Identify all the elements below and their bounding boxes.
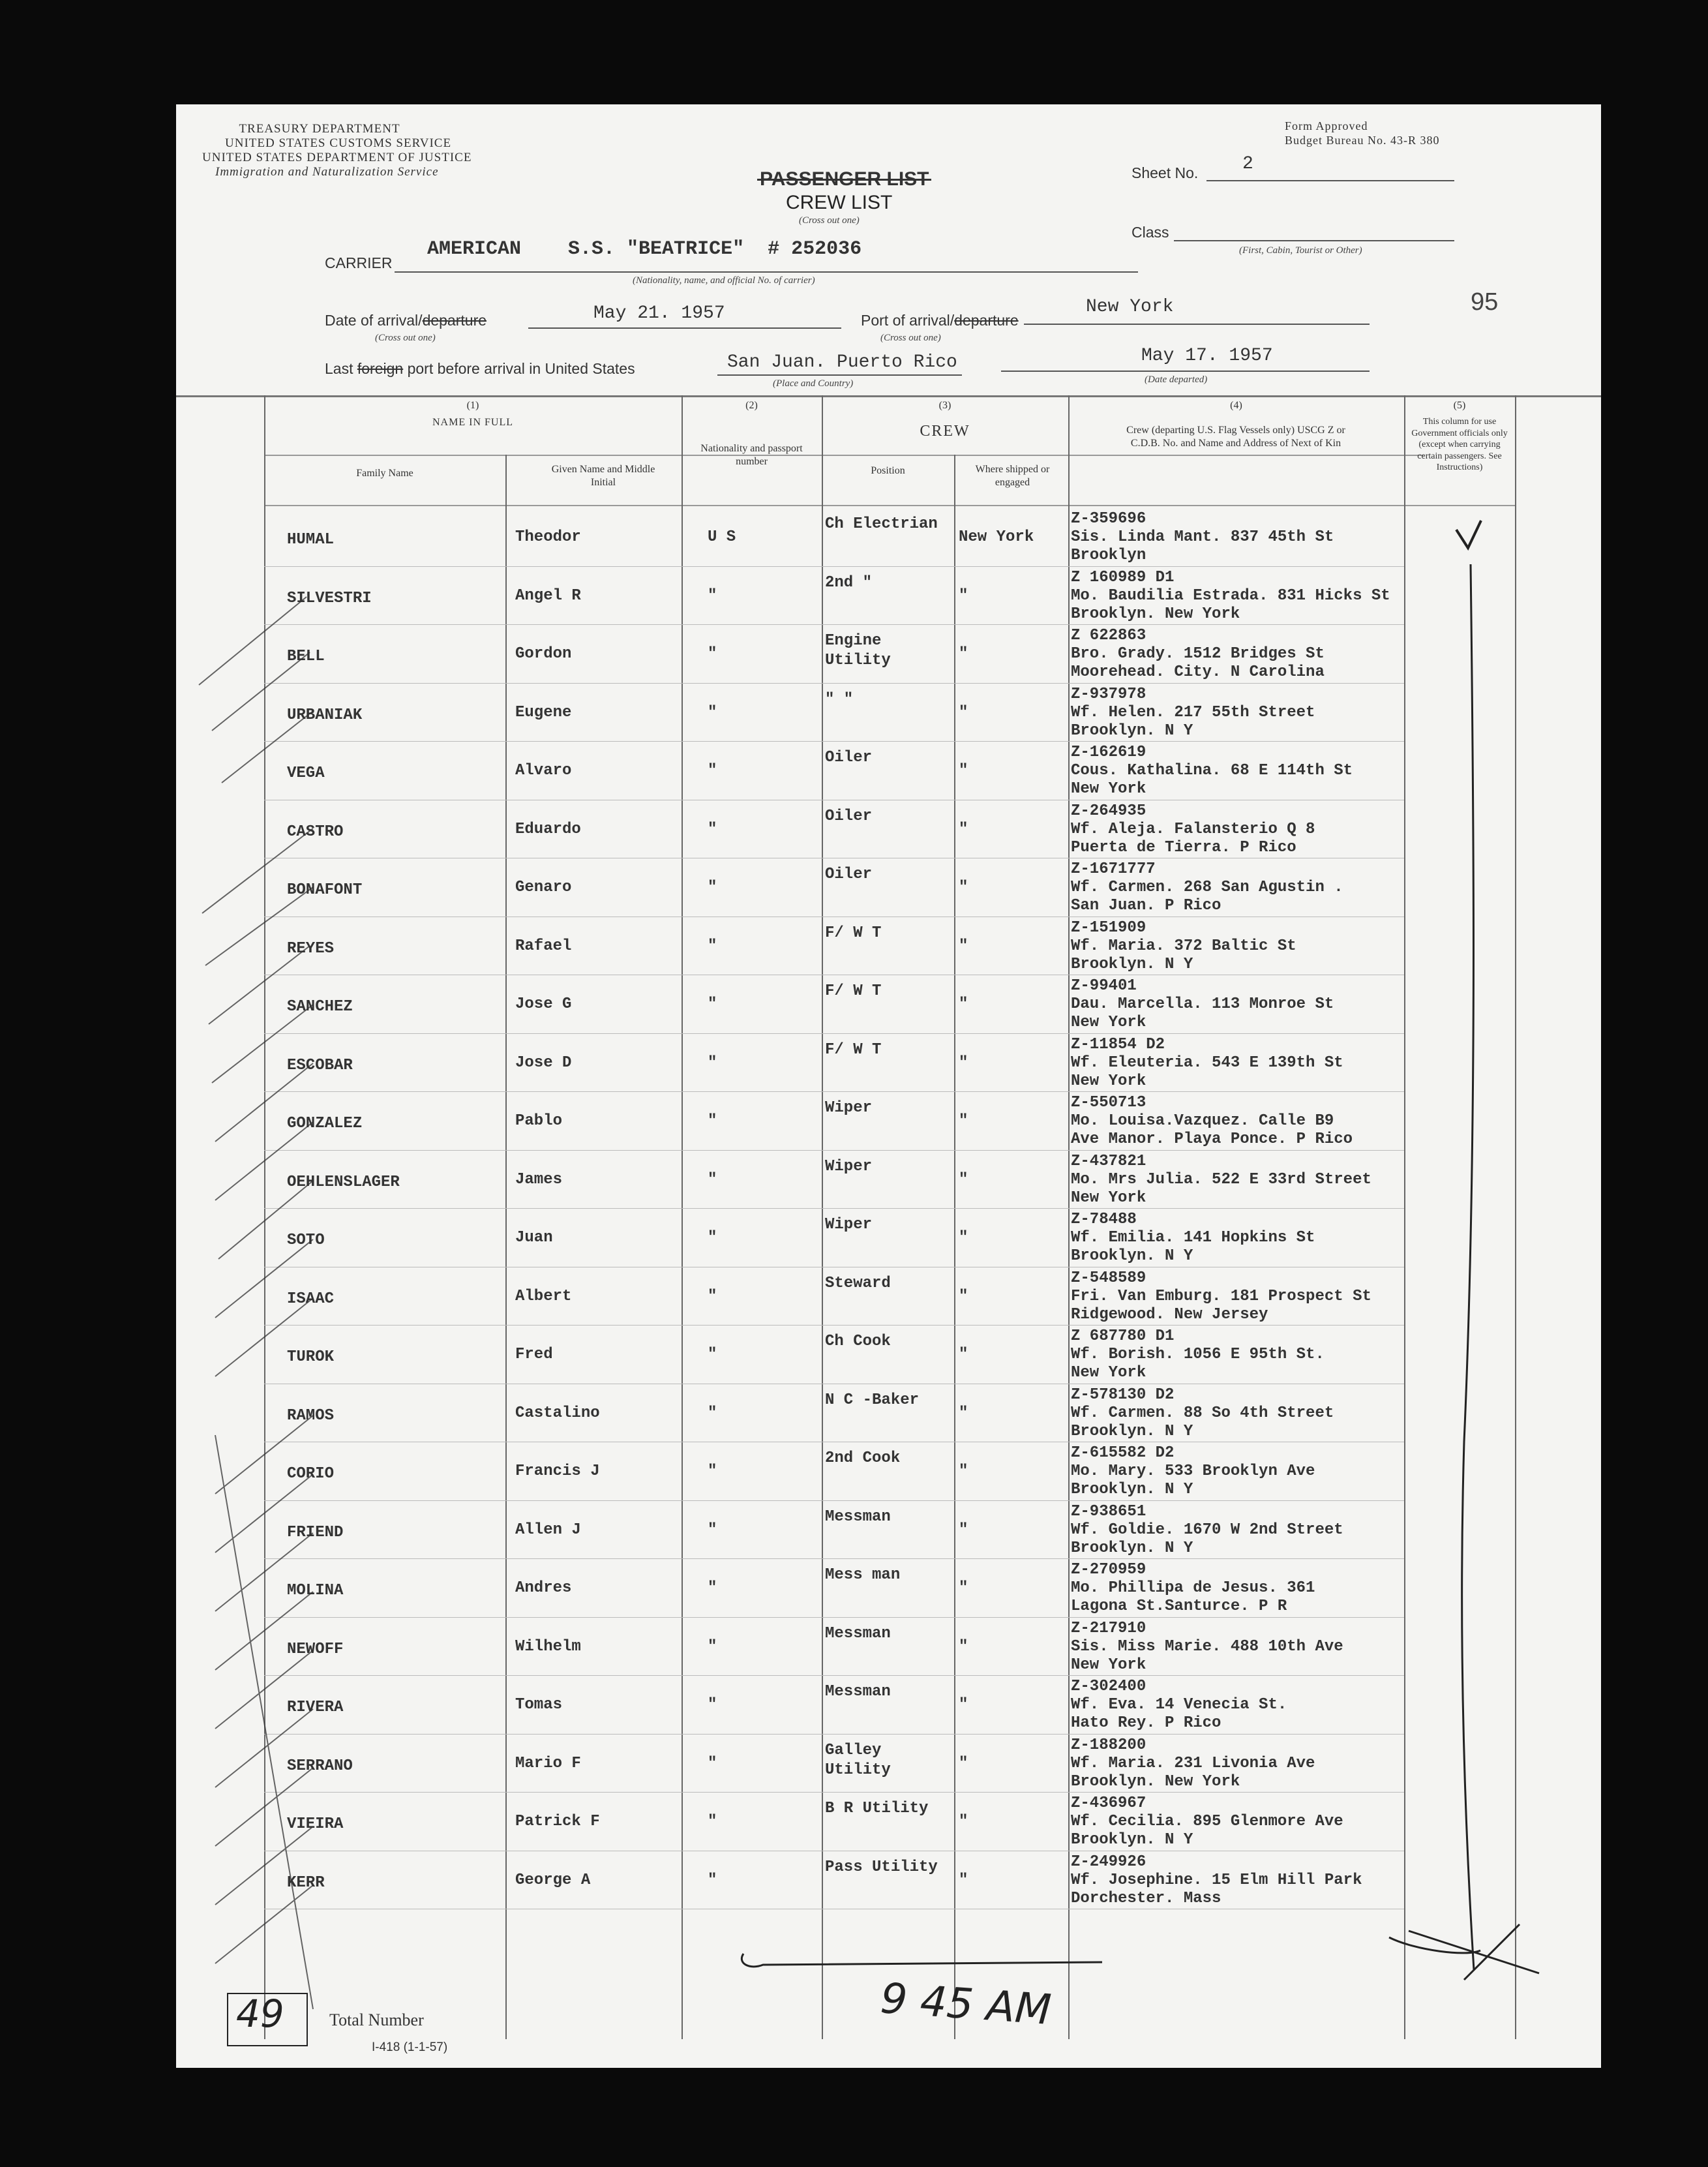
sheet-label: Sheet No.: [1131, 164, 1199, 181]
kin-city-cell: Ave Manor. Playa Ponce. P Rico: [1071, 1130, 1353, 1148]
kin-name-address-cell: Wf. Eva. 14 Venecia St.: [1071, 1696, 1287, 1714]
kin-name-address-cell: Wf. Eleuteria. 543 E 139th St: [1071, 1053, 1343, 1072]
col5-title: This column for use Government officials only (except when carrying certain passengers. See Instructions): [1411, 417, 1508, 472]
where-shipped-cell: ": [959, 879, 968, 896]
nationality-cell: ": [708, 1170, 717, 1189]
given-name-cell: Mario F: [515, 1754, 581, 1772]
where-shipped-cell: ": [959, 1229, 968, 1247]
kin-city-cell: Brooklyn. N Y: [1071, 1539, 1193, 1557]
port-cross-note: (Cross out one): [880, 333, 941, 343]
last-port-post: port before arrival in United States: [407, 360, 635, 377]
kin-name-address-cell: Sis. Linda Mant. 837 45th St: [1071, 528, 1334, 546]
kin-name-address-cell: Dau. Marcella. 113 Monroe St: [1071, 995, 1334, 1013]
position-cell: Galley: [825, 1741, 882, 1759]
given-name-cell: Gordon: [515, 645, 572, 663]
kin-z-number-cell: Z-436967: [1071, 1795, 1146, 1812]
position-cell: F/ W T: [825, 982, 882, 1000]
family-name-cell: SILVESTRI: [287, 589, 372, 607]
kin-z-number-cell: Z-162619: [1071, 744, 1146, 761]
position-cell: F/ W T: [825, 924, 882, 942]
family-name-cell: CORIO: [287, 1465, 335, 1483]
where-shipped-cell: ": [959, 995, 968, 1013]
kin-z-number-cell: Z-151909: [1071, 918, 1146, 937]
kin-name-address-cell: Mo. Phillipa de Jesus. 361: [1071, 1579, 1315, 1597]
position-cell: F/ W T: [825, 1040, 882, 1059]
kin-city-cell: San Juan. P Rico: [1071, 897, 1221, 915]
carrier-note: (Nationality, name, and official No. of carrier): [633, 275, 815, 286]
position-cell: Engine: [825, 632, 882, 650]
nationality-cell: ": [708, 995, 717, 1013]
given-name-cell: Juan: [515, 1229, 553, 1247]
position-cell: " ": [825, 690, 854, 708]
given-name-cell: Genaro: [515, 879, 572, 896]
where-shipped-cell: New York: [959, 528, 1034, 546]
position-cell: Oiler: [825, 749, 873, 766]
arrival-date-value: May 21. 1957: [593, 303, 725, 324]
last-port-place-note: (Place and Country): [773, 378, 854, 389]
given-name-cell: Castalino: [515, 1404, 600, 1422]
col5-number: (5): [1453, 400, 1466, 411]
kin-name-address-cell: Wf. Carmen. 88 So 4th Street: [1071, 1404, 1334, 1422]
port-label-struck: departure: [954, 312, 1019, 329]
family-name-cell: NEWOFF: [287, 1640, 344, 1658]
form-number: I-418 (1-1-57): [372, 2040, 448, 2054]
where-shipped-cell: ": [959, 1637, 968, 1656]
given-name-cell: Albert: [515, 1287, 572, 1305]
col1-number: (1): [466, 400, 479, 411]
kin-name-address-cell: Sis. Miss Marie. 488 10th Ave: [1071, 1637, 1343, 1656]
kin-z-number-cell: Z-78488: [1071, 1211, 1137, 1228]
given-name-cell: Francis J: [515, 1462, 600, 1480]
nationality-cell: ": [708, 703, 717, 721]
family-name-cell: TUROK: [287, 1348, 335, 1366]
nationality-cell: ": [708, 1462, 717, 1480]
family-name-cell: REYES: [287, 939, 335, 958]
where-shipped-cell: ": [959, 1521, 968, 1539]
nationality-cell: ": [708, 645, 717, 663]
port-label-text: Port of arrival/: [861, 312, 955, 329]
given-name-cell: Andres: [515, 1579, 572, 1597]
position-cell: Wiper: [825, 1216, 873, 1234]
nationality-cell: ": [708, 1813, 717, 1830]
where-shipped-cell: ": [959, 1346, 968, 1363]
nationality-cell: ": [708, 879, 717, 896]
kin-name-address-cell: Mo. Baudilia Estrada. 831 Hicks St: [1071, 586, 1390, 605]
kin-name-address-cell: Cous. Kathalina. 68 E 114th St: [1071, 762, 1353, 780]
where-shipped-cell: ": [959, 1754, 968, 1772]
kin-z-number-cell: Z-99401: [1071, 977, 1137, 995]
given-name-header: Given Name and Middle Initial: [551, 464, 655, 488]
kin-name-address-cell: Mo. Mrs Julia. 522 E 33rd Street: [1071, 1170, 1371, 1189]
handwritten-time: 9 45 AM: [878, 1974, 1053, 2035]
given-name-cell: George A: [515, 1871, 591, 1889]
kin-name-address-cell: Wf. Goldie. 1670 W 2nd Street: [1071, 1521, 1343, 1539]
family-name-cell: SOTO: [287, 1232, 325, 1249]
kin-name-address-cell: Wf. Helen. 217 55th Street: [1071, 703, 1315, 721]
carrier-value: AMERICAN S.S. "BEATRICE" # 252036: [427, 238, 862, 260]
arrival-date-label-struck: departure: [422, 312, 487, 329]
kin-z-number-cell: Z-578130 D2: [1071, 1386, 1175, 1404]
kin-name-address-cell: Mo. Louisa.Vazquez. Calle B9: [1071, 1112, 1334, 1130]
given-name-cell: Alvaro: [515, 762, 572, 780]
kin-city-cell: Dorchester. Mass: [1071, 1889, 1221, 1907]
given-name-cell: Fred: [515, 1346, 553, 1363]
given-name-cell: Patrick F: [515, 1813, 600, 1830]
given-name-cell: Pablo: [515, 1112, 563, 1130]
cross-out-note: (Cross out one): [799, 215, 860, 226]
manifest-sheet: [176, 104, 1601, 2068]
kin-name-address-cell: Wf. Borish. 1056 E 95th St.: [1071, 1346, 1325, 1363]
position-cell: 2nd Cook: [825, 1449, 901, 1467]
col2-title: Nationality and passport number: [700, 443, 803, 467]
total-number-value: 49: [236, 1992, 284, 2036]
kin-city-cell: Brooklyn. N Y: [1071, 1247, 1193, 1265]
port-value: New York: [1086, 297, 1174, 317]
kin-name-address-cell: Bro. Grady. 1512 Bridges St: [1071, 645, 1325, 663]
given-name-cell: Theodor: [515, 528, 581, 546]
kin-z-number-cell: Z-359696: [1071, 510, 1146, 528]
kin-name-address-cell: Wf. Emilia. 141 Hopkins St: [1071, 1229, 1315, 1247]
where-shipped-cell: ": [959, 586, 968, 605]
carrier-label: CARRIER: [325, 254, 393, 271]
given-name-cell: James: [515, 1170, 563, 1189]
position-cell: Steward: [825, 1274, 891, 1292]
kin-city-cell: New York: [1071, 1364, 1146, 1382]
given-name-cell: Jose G: [515, 995, 572, 1013]
position-cell: Messman: [825, 1683, 891, 1701]
kin-name-address-cell: Mo. Mary. 533 Brooklyn Ave: [1071, 1462, 1315, 1480]
position-cell: B R Utility: [825, 1800, 929, 1817]
nationality-cell: ": [708, 1871, 717, 1889]
given-name-cell: Wilhelm: [515, 1637, 581, 1656]
given-name-cell: Angel R: [515, 586, 581, 605]
arrival-cross-note: (Cross out one): [375, 333, 436, 343]
position-header: Position: [871, 465, 905, 476]
departed-date-value: May 17. 1957: [1141, 346, 1273, 366]
kin-z-number-cell: Z-302400: [1071, 1678, 1146, 1695]
kin-z-number-cell: Z-188200: [1071, 1736, 1146, 1754]
where-shipped-cell: ": [959, 820, 968, 838]
kin-city-cell: Brooklyn. N Y: [1071, 1481, 1193, 1498]
where-shipped-cell: ": [959, 1287, 968, 1305]
col1-title: NAME IN FULL: [432, 417, 513, 428]
kin-name-address-cell: Wf. Aleja. Falansterio Q 8: [1071, 820, 1315, 838]
family-name-header: Family Name: [356, 468, 413, 479]
kin-z-number-cell: Z-548589: [1071, 1269, 1146, 1287]
kin-city-cell: Lagona St.Santurce. P R: [1071, 1598, 1287, 1615]
kin-z-number-cell: Z-437821: [1071, 1152, 1146, 1170]
kin-city-cell: Hato Rey. P Rico: [1071, 1714, 1221, 1732]
kin-city-cell: Brooklyn. New York: [1071, 605, 1240, 623]
col2-number: (2): [745, 400, 758, 411]
kin-z-number-cell: Z-938651: [1071, 1502, 1146, 1521]
col3-title: CREW: [920, 423, 970, 440]
where-shipped-cell: ": [959, 645, 968, 663]
nationality-cell: ": [708, 586, 717, 605]
kin-city-cell: New York: [1071, 1072, 1146, 1090]
class-note: (First, Cabin, Tourist or Other): [1239, 245, 1362, 256]
where-shipped-cell: ": [959, 1696, 968, 1714]
family-name-cell: ESCOBAR: [287, 1056, 353, 1074]
position-cell: Wiper: [825, 1157, 873, 1175]
where-shipped-cell: ": [959, 703, 968, 721]
kin-city-cell: Brooklyn: [1071, 547, 1146, 564]
where-shipped-cell: ": [959, 937, 968, 955]
position-cell: Messman: [825, 1508, 891, 1526]
given-name-cell: Jose D: [515, 1053, 572, 1072]
position-cell: 2nd ": [825, 573, 873, 592]
family-name-cell: OEHLENSLAGER: [287, 1173, 400, 1191]
family-name-cell: SANCHEZ: [287, 998, 353, 1016]
family-name-cell: RAMOS: [287, 1406, 335, 1425]
nationality-cell: ": [708, 1579, 717, 1597]
family-name-cell: BELL: [287, 648, 325, 665]
nationality-cell: ": [708, 1754, 717, 1772]
kin-z-number-cell: Z 160989 D1: [1071, 568, 1175, 586]
budget-bureau: Budget Bureau No. 43-R 380: [1285, 134, 1440, 147]
kin-city-cell: Brooklyn. N Y: [1071, 721, 1193, 740]
where-shipped-cell: ": [959, 1170, 968, 1189]
total-number-label: Total Number: [329, 2010, 424, 2029]
kin-city-cell: New York: [1071, 1014, 1146, 1031]
kin-city-cell: Brooklyn. N Y: [1071, 1422, 1193, 1440]
kin-z-number-cell: Z-264935: [1071, 802, 1146, 820]
where-shipped-cell: ": [959, 1112, 968, 1130]
kin-city-cell: New York: [1071, 780, 1146, 798]
where-shipped-cell: ": [959, 1462, 968, 1480]
given-name-cell: Tomas: [515, 1696, 563, 1714]
kin-z-number-cell: Z-550713: [1071, 1094, 1146, 1112]
kin-city-cell: New York: [1071, 1656, 1146, 1674]
position-cell: Oiler: [825, 807, 873, 825]
position-cell: Ch Cook: [825, 1333, 891, 1350]
nationality-cell: ": [708, 762, 717, 780]
nationality-cell: ": [708, 1696, 717, 1714]
kin-z-number-cell: Z 622863: [1071, 627, 1146, 644]
page-number: 95: [1471, 288, 1499, 316]
class-label: Class: [1131, 224, 1169, 241]
kin-name-address-cell: Wf. Maria. 231 Livonia Ave: [1071, 1754, 1315, 1772]
position-cell-2: Utility: [825, 652, 891, 669]
where-shipped-cell: ": [959, 1579, 968, 1597]
kin-city-cell: Brooklyn. New York: [1071, 1772, 1240, 1791]
where-shipped-cell: ": [959, 1404, 968, 1422]
kin-city-cell: Puerta de Tierra. P Rico: [1071, 838, 1296, 856]
given-name-cell: Allen J: [515, 1521, 581, 1539]
nationality-cell: ": [708, 937, 717, 955]
family-name-cell: SERRANO: [287, 1757, 353, 1775]
position-cell-2: Utility: [825, 1761, 891, 1779]
position-cell: Pass Utility: [825, 1858, 938, 1876]
nationality-cell: ": [708, 1112, 717, 1130]
position-cell: Oiler: [825, 866, 873, 883]
nationality-cell: ": [708, 1287, 717, 1305]
position-cell: N C -Baker: [825, 1391, 920, 1409]
given-name-cell: Rafael: [515, 937, 572, 955]
family-name-cell: RIVERA: [287, 1699, 344, 1716]
family-name-cell: VIEIRA: [287, 1815, 344, 1833]
agency-line-2: UNITED STATES CUSTOMS SERVICE: [225, 136, 452, 150]
nationality-cell: ": [708, 1637, 717, 1656]
family-name-cell: FRIEND: [287, 1523, 344, 1541]
family-name-cell: HUMAL: [287, 531, 335, 549]
kin-city-cell: Ridgewood. New Jersey: [1071, 1305, 1268, 1324]
position-cell: Mess man: [825, 1566, 901, 1584]
kin-z-number-cell: Z-270959: [1071, 1561, 1146, 1579]
kin-city-cell: New York: [1071, 1189, 1146, 1207]
departed-date-note: (Date departed): [1145, 374, 1208, 385]
kin-city-cell: Moorehead. City. N Carolina: [1071, 663, 1325, 681]
form-approved: Form Approved: [1285, 119, 1368, 132]
where-shipped-cell: ": [959, 1053, 968, 1072]
family-name-cell: MOLINA: [287, 1582, 344, 1599]
last-port-pre: Last: [325, 360, 353, 377]
family-name-cell: CASTRO: [287, 823, 344, 841]
kin-name-address-cell: Wf. Maria. 372 Baltic St: [1071, 937, 1296, 955]
family-name-cell: URBANIAK: [287, 706, 363, 724]
family-name-cell: ISAAC: [287, 1290, 335, 1308]
kin-z-number-cell: Z-615582 D2: [1071, 1444, 1175, 1462]
arrival-date-label-text: Date of arrival/: [325, 312, 423, 329]
col3-number: (3): [938, 400, 951, 411]
position-cell: Ch Electrian: [825, 515, 938, 533]
where-shipped-cell: ": [959, 1813, 968, 1830]
kin-name-address-cell: Wf. Cecilia. 895 Glenmore Ave: [1071, 1813, 1343, 1830]
family-name-cell: GONZALEZ: [287, 1115, 363, 1132]
sheet-number: 2: [1242, 154, 1253, 174]
kin-city-cell: Brooklyn. N Y: [1071, 1831, 1193, 1849]
agency-line-4: Immigration and Naturalization Service: [215, 165, 439, 179]
nationality-cell: ": [708, 1404, 717, 1422]
given-name-cell: Eugene: [515, 703, 572, 721]
kin-z-number-cell: Z-937978: [1071, 685, 1146, 703]
kin-name-address-cell: Fri. Van Emburg. 181 Prospect St: [1071, 1287, 1371, 1305]
position-cell: Wiper: [825, 1099, 873, 1117]
agency-line-3: UNITED STATES DEPARTMENT OF JUSTICE: [202, 151, 472, 164]
last-port-struck: foreign: [357, 360, 404, 377]
kin-z-number-cell: Z-217910: [1071, 1619, 1146, 1637]
where-shipped-header: Where shipped or engaged: [975, 464, 1050, 488]
passenger-list-title-struck: PASSENGER LIST: [760, 168, 929, 190]
nationality-cell: ": [708, 1229, 717, 1247]
where-shipped-cell: ": [959, 1871, 968, 1889]
kin-name-address-cell: Wf. Josephine. 15 Elm Hill Park: [1071, 1871, 1362, 1889]
kin-z-number-cell: Z-249926: [1071, 1853, 1146, 1871]
kin-city-cell: Brooklyn. N Y: [1071, 955, 1193, 973]
nationality-cell: U S: [708, 528, 736, 546]
family-name-cell: KERR: [287, 1873, 325, 1892]
col4-title: Crew (departing U.S. Flag Vessels only) USCG Z or C.D.B. No. and Name and Address of Next of Kin: [1126, 425, 1345, 449]
col4-number: (4): [1230, 400, 1242, 411]
agency-line-1: TREASURY DEPARTMENT: [239, 122, 400, 136]
handwritten-marks: [176, 104, 1601, 2068]
nationality-cell: ": [708, 820, 717, 838]
last-port-value: San Juan. Puerto Rico: [727, 352, 957, 372]
kin-z-number-cell: Z-1671777: [1071, 860, 1156, 878]
kin-name-address-cell: Wf. Carmen. 268 San Agustin .: [1071, 879, 1343, 896]
crew-list-title: CREW LIST: [786, 192, 893, 213]
nationality-cell: ": [708, 1053, 717, 1072]
position-cell: Messman: [825, 1624, 891, 1643]
nationality-cell: ": [708, 1521, 717, 1539]
family-name-cell: BONAFONT: [287, 881, 363, 899]
nationality-cell: ": [708, 1346, 717, 1363]
family-name-cell: VEGA: [287, 765, 325, 782]
given-name-cell: Eduardo: [515, 820, 581, 838]
kin-z-number-cell: Z-11854 D2: [1071, 1035, 1165, 1053]
kin-z-number-cell: Z 687780 D1: [1071, 1327, 1175, 1345]
where-shipped-cell: ": [959, 762, 968, 780]
